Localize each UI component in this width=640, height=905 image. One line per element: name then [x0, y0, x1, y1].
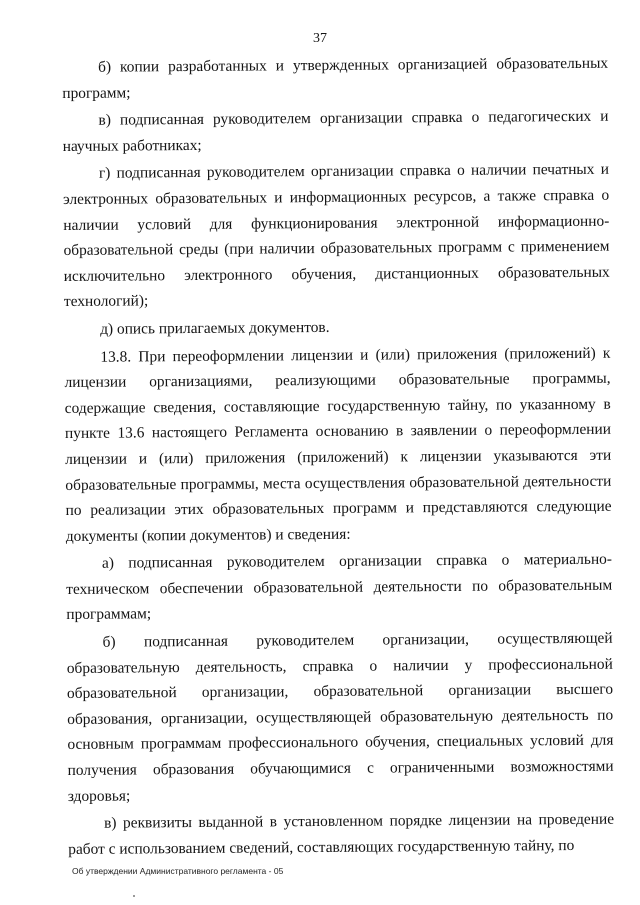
paragraph-a-material-certificate: а) подписанная руководителем организации справка о материально-техническом обеспечении образовательной деятельности по образовательным программам; — [66, 550, 613, 624]
page-number: 37 — [313, 31, 327, 46]
paragraph-g-resources-certificate: г) подписанная руководителем организации справка о наличии печатных и электронных образовательных и информационных ресурсов, а также справка о наличии условий для функционирования электронной информационно-образовательной среды (при наличии образовательных программ с применением исключительно электронного обучения, дистанционных образовательных технологий); — [63, 161, 610, 311]
scan-artifact — [133, 895, 135, 897]
paragraph-13-8-reissue: 13.8. При переоформлении лицензии и (или) приложения (приложений) к лицензии организациями, реализующими образовательные программы, содержащие сведения, составляющие государственную тайну, по указанному в пункте 13.6 настоящего Регламента основанию в заявлении о переоформлении лицензии и (или) приложения (приложений) к лицензии указываются эти образовательные программы, места осуществления образовательной деятельности по реализации этих образовательных программ и представляются следующие документы (копии документов) и сведения: — [64, 344, 612, 545]
paragraph-v-teachers-certificate: в) подписанная руководителем организации справка о педагогических и научных работниках; — [62, 107, 609, 155]
paragraph-b-special-conditions: б) подписанная руководителем организации, осуществляющей образовательную деятельность, справка о наличии у профессиональной образовательной организации, образовательной организации высшего образования, организации, осуществляющей образовательную деятельность по основным программам профессионального обучения, специальных условий для получения образования обучающимися с ограниченными возможностями здоровья; — [66, 629, 614, 805]
footer-document-title: Об утверждении Административного регламента - 05 — [72, 866, 284, 876]
document-body — [62, 51, 614, 863]
paragraph-b-program-copies: б) копии разработанных и утвержденных организацией образовательных программ; — [62, 54, 609, 102]
paragraph-v-license-details: в) реквизиты выданной в установленном порядке лицензии на проведение работ с использованием сведений, составляющих государственную тайну, по — [68, 810, 615, 858]
paragraph-d-document-list: д) опись прилагаемых документов. — [100, 318, 330, 338]
